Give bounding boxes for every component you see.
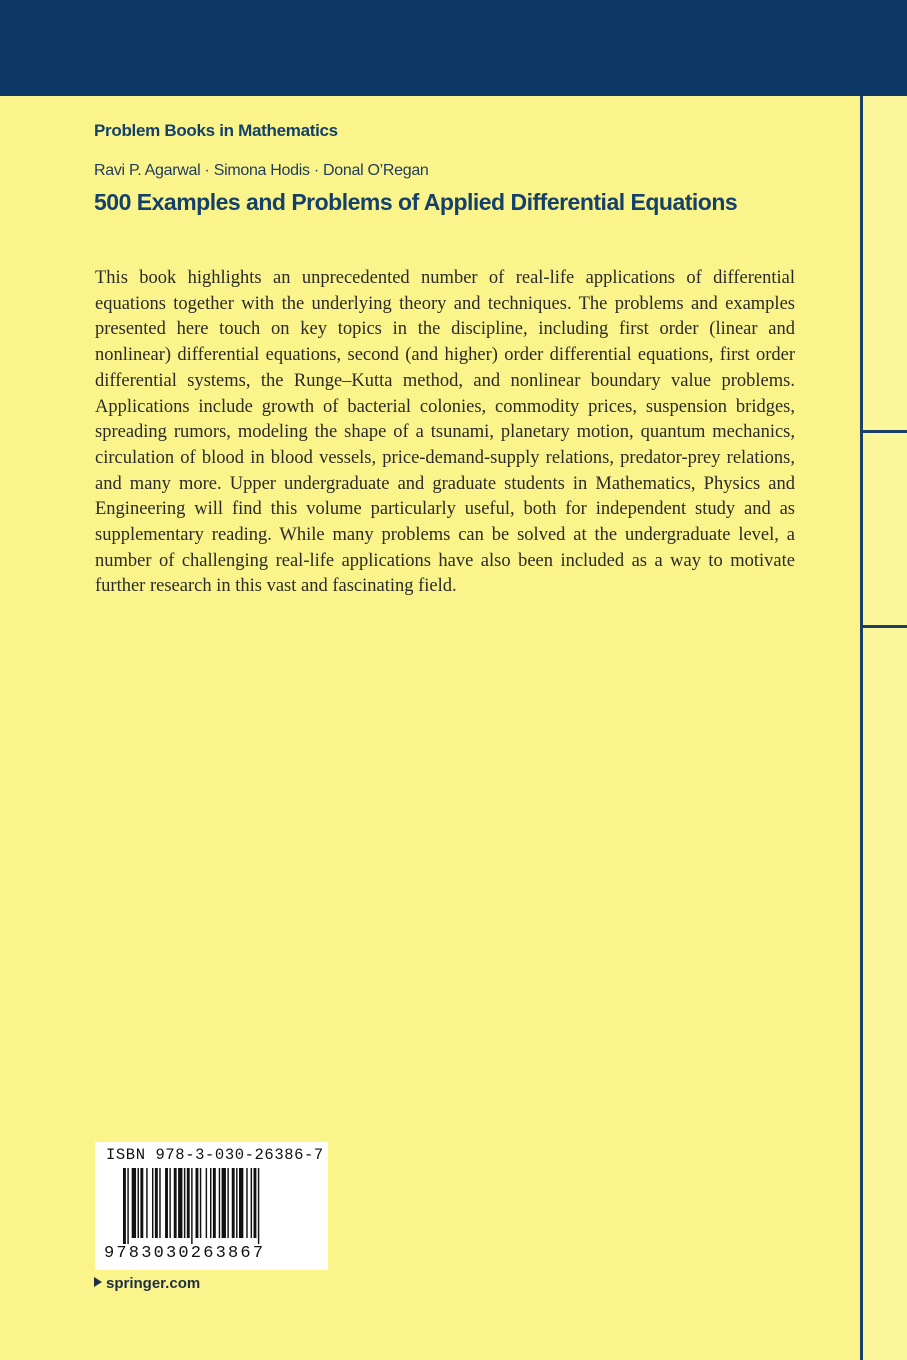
barcode-icon xyxy=(123,1168,308,1244)
spine-rule-lower xyxy=(860,625,907,628)
spine-rule-upper xyxy=(860,430,907,433)
website-label: springer.com xyxy=(106,1275,201,1292)
spine-divider-line xyxy=(860,96,863,1360)
spine-panel xyxy=(862,96,907,1360)
arrow-right-icon xyxy=(94,1277,102,1287)
book-description: This book highlights an unprecedented number of real-life applications of differential equations together with the underlying theory and techniques. The problems and examples presented here touch on key topics in the discipline, including first order (linear and nonlinear) differential equations, second (and higher) order differential equations, first order differential systems, the Runge–Kutta method, and nonlinear boundary value problems. Applications include growth of bacterial colonies, commodity prices, suspension bridges, spreading rumors, modeling the shape of a tsunami, planetary motion, quantum mechanics, circulation of blood in blood vessels, price-demand-supply relations, predator-prey relations, and many more. Upper undergraduate and graduate students in Mathematics, Physics and Engineering will find this volume particularly useful, both for independent study and as supplementary reading. While many problems can be solved at the undergraduate level, a number of challenging real-life applications have also been included as a way to motivate further research in this vast and fascinating field. xyxy=(95,268,795,597)
series-name: Problem Books in Mathematics xyxy=(94,121,338,140)
top-color-band xyxy=(0,0,907,96)
book-title: 500 Examples and Problems of Applied Differential Equations xyxy=(94,189,738,215)
isbn-label: ISBN 978-3-030-26386-7 xyxy=(106,1146,324,1164)
authors: Ravi P. Agarwal · Simona Hodis · Donal O’Regan xyxy=(94,162,429,179)
publisher-website[interactable] xyxy=(94,1275,200,1292)
barcode-digits: 9783030263867 xyxy=(104,1244,266,1263)
